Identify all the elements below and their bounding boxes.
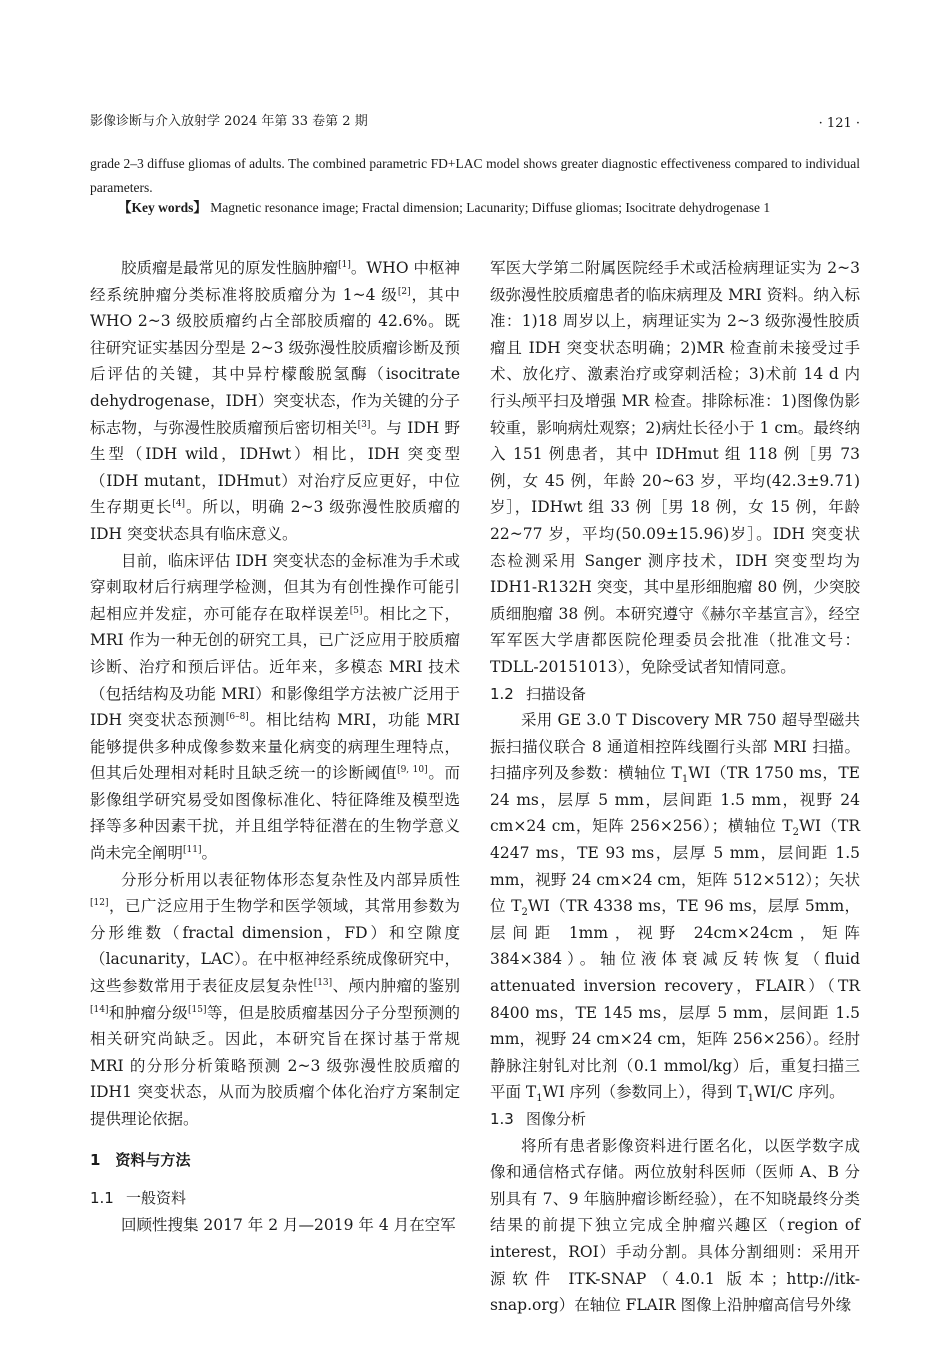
citation: [6–8] bbox=[225, 711, 249, 722]
intro-paragraph-3: 分形分析用以表征物体形态复杂性及内部异质性[12]，已广泛应用于生物学和医学领域，其常用参数为分形维数（fractal dimension，FD）和空隙度（lacunarity，LAC）。在中枢神经系统成像研究中，这些参数常用于表征皮层复杂性[13]、颅内肿瘤的鉴别[14]和肿瘤分级[15]等，但是胶质瘤基因分子分型预测的相关研究尚缺乏。因此，本研究旨在探讨基于常规 MRI 的分形分析策略预测 2~3 级弥漫性胶质瘤的 IDH1 突变状态，从而为胶质瘤个体化治疗方案制定提供理论依据。 bbox=[90, 870, 460, 1128]
section-1-heading: 1 资料与方法 bbox=[90, 1150, 191, 1169]
keywords-label: 【Key words】 bbox=[118, 200, 207, 215]
subsection-1-1-heading: 1.1 一般资料 bbox=[90, 1189, 187, 1208]
citation: [15] bbox=[188, 1004, 207, 1015]
subsection-1-2-heading: 1.2 扫描设备 bbox=[490, 684, 587, 703]
right-column bbox=[490, 255, 860, 1319]
citation: [9, 10] bbox=[397, 765, 428, 776]
image-analysis-paragraph: 将所有患者影像资料进行匿名化，以医学数字成像和通信格式存储。两位放射科医师（医师 A、B 分别具有 7、9 年脑肿瘤诊断经验），在不知晓最终分类结果的前提下独立完成全肿瘤兴趣区（region of interest，ROI）手动分割。具体分割细则：采用开源软件 ITK-SNAP（4.0.1 版本；http://itk-snap.org）在轴位 FLAIR 图像上沿肿瘤高信号外缘 bbox=[490, 1136, 860, 1315]
journal-title: 影像诊断与介入放射学 2024 年第 33 卷第 2 期 bbox=[90, 114, 368, 129]
citation: [4] bbox=[172, 499, 186, 510]
intro-paragraph-2: 目前，临床评估 IDH 突变状态的金标准为手术或穿刺取材后行病理学检测，但其为有创性操作可能引起相应并发症，亦可能存在取样误差[5]。相比之下，MRI 作为一种无创的研究工具，已广泛应用于胶质瘤诊断、治疗和预后评估。近年来，多模态 MRI 技术（包括结构及功能 MRI）和影像组学方法被广泛用于 IDH 突变状态预测[6–8]。相比结构 MRI，功能 MRI 能够提供多种成像参数来量化病变的病理生理特点，但其后处理相对耗时且缺乏统一的诊断阈值[9, 10]。而影像组学研究易受如图像标准化、特征降维及模型选择等多种因素干扰，并且组学特征潜在的生物学意义尚未完全阐明[11]。 bbox=[90, 551, 460, 863]
methods-paragraph-1-continued: 军医大学第二附属医院经手术或活检病理证实为 2~3 级弥漫性胶质瘤患者的临床病理及 MRI 资料。纳入标准：1)18 周岁以上，病理证实为 2~3 级弥漫性胶质瘤且 IDH 突变状态明确；2)MR 检查前未接受过手术、放化疗、激素治疗或穿刺活检；3)术前 14 d 内行头颅平扫及增强 MR 检查。排除标准：1)图像伪影较重，影响病灶观察；2)病灶长径小于 1 cm。最终纳入 151 例患者，其中 IDHmut 组 118 例［男 73 例，女 45 例，年龄 20~63 岁，平均(42.3±9.71)岁］，IDHwt 组 33 例［男 18 例，女 15 例，年龄 22~77 岁，平均(50.09±15.96)岁］。IDH 突变状态检测采用 Sanger 测序技术，IDH 突变型均为 IDH1-R132H 突变，其中星形细胞瘤 80 例，少突胶质细胞瘤 38 例。本研究遵守《赫尔辛基宣言》，经空军军医大学唐都医院伦理委员会批准（批准文号：TDLL-20151013），免除受试者知情同意。 bbox=[490, 259, 860, 676]
running-header bbox=[90, 110, 860, 130]
citation: [2] bbox=[397, 286, 411, 297]
subsection-1-3-heading: 1.3 图像分析 bbox=[490, 1110, 587, 1128]
intro-paragraph-1: 胶质瘤是最常见的原发性脑肿瘤[1]。WHO 中枢神经系统肿瘤分类标准将胶质瘤分为 1~4 级[2]，其中 WHO 2~3 级胶质瘤约占全部胶质瘤的 42.6%。既往研究证实基因分型是 2~3 级弥漫性胶质瘤诊断及预后评估的关键，其中异柠檬酸脱氢酶（isocitrate dehydrogenase，IDH）突变状态，作为关键的分子标志物，与弥漫性胶质瘤预后密切相关[3]。与 IDH 野生型（IDH wild，IDHwt）相比，IDH 突变型（IDH mutant，IDHmut）对治疗反应更好，中位生存期更长[4]。所以，明确 2~3 级弥漫性胶质瘤的 IDH 突变状态具有临床意义。 bbox=[90, 259, 460, 543]
page-number: · 121 · bbox=[818, 116, 860, 131]
citation: [3] bbox=[357, 419, 371, 430]
citation: [11] bbox=[183, 844, 202, 855]
citation: [5] bbox=[349, 605, 363, 616]
citation: [13] bbox=[313, 977, 333, 988]
citation: [14] bbox=[90, 1004, 109, 1015]
left-column bbox=[90, 255, 460, 1238]
citation: [12] bbox=[90, 898, 109, 909]
methods-paragraph-1: 回顾性搜集 2017 年 2 月—2019 年 4 月在空军 bbox=[121, 1215, 456, 1234]
abstract-tail: grade 2–3 diffuse gliomas of adults. The combined parametric FD+LAC model shows greater diagnostic effectiveness compared to individual parameters. bbox=[90, 156, 860, 195]
keywords-list: Magnetic resonance image; Fractal dimension; Lacunarity; Diffuse gliomas; Isocitrate dehydrogenase 1 bbox=[206, 200, 771, 215]
keywords bbox=[118, 197, 860, 219]
scan-parameters-paragraph: 采用 GE 3.0 T Discovery MR 750 超导型磁共振扫描仪联合 8 通道相控阵线圈行头部 MRI 扫描。扫描序列及参数：横轴位 $T_1WI(TR$ 1750 ms，TE 24 ms，层厚 5 mm，层间距 1.5 mm，视野 24 cm×24 cm，矩阵 256×256）；横轴位 $T_2WI(TR$ 4247 ms，TE 93 ms，层厚 5 mm，层间距 1.5 mm，视野 24 cm×24 cm，矩阵 512×512）；矢状位 $T_2WI(TR$ 4338 ms，TE 96 ms，层厚 5mm，层间距 1mm，视野 24cm×24cm，矩阵 384×384）。轴位液体衰减反转恢复（fluid attenuated inversion recovery，FLAIR）（TR 8400 ms，TE 145 ms，层厚 5 mm，层间距 1.5 mm，视野 24 cm×24 cm，矩阵 256×256）。经肘静脉注射钆对比剂（0.1 mmol/kg）后，重复扫描三平面 $T_1WI$ 序列（参数同上），得到 $T_1WI/C$ 序列。 bbox=[490, 711, 861, 1105]
citation: [1] bbox=[338, 259, 351, 270]
